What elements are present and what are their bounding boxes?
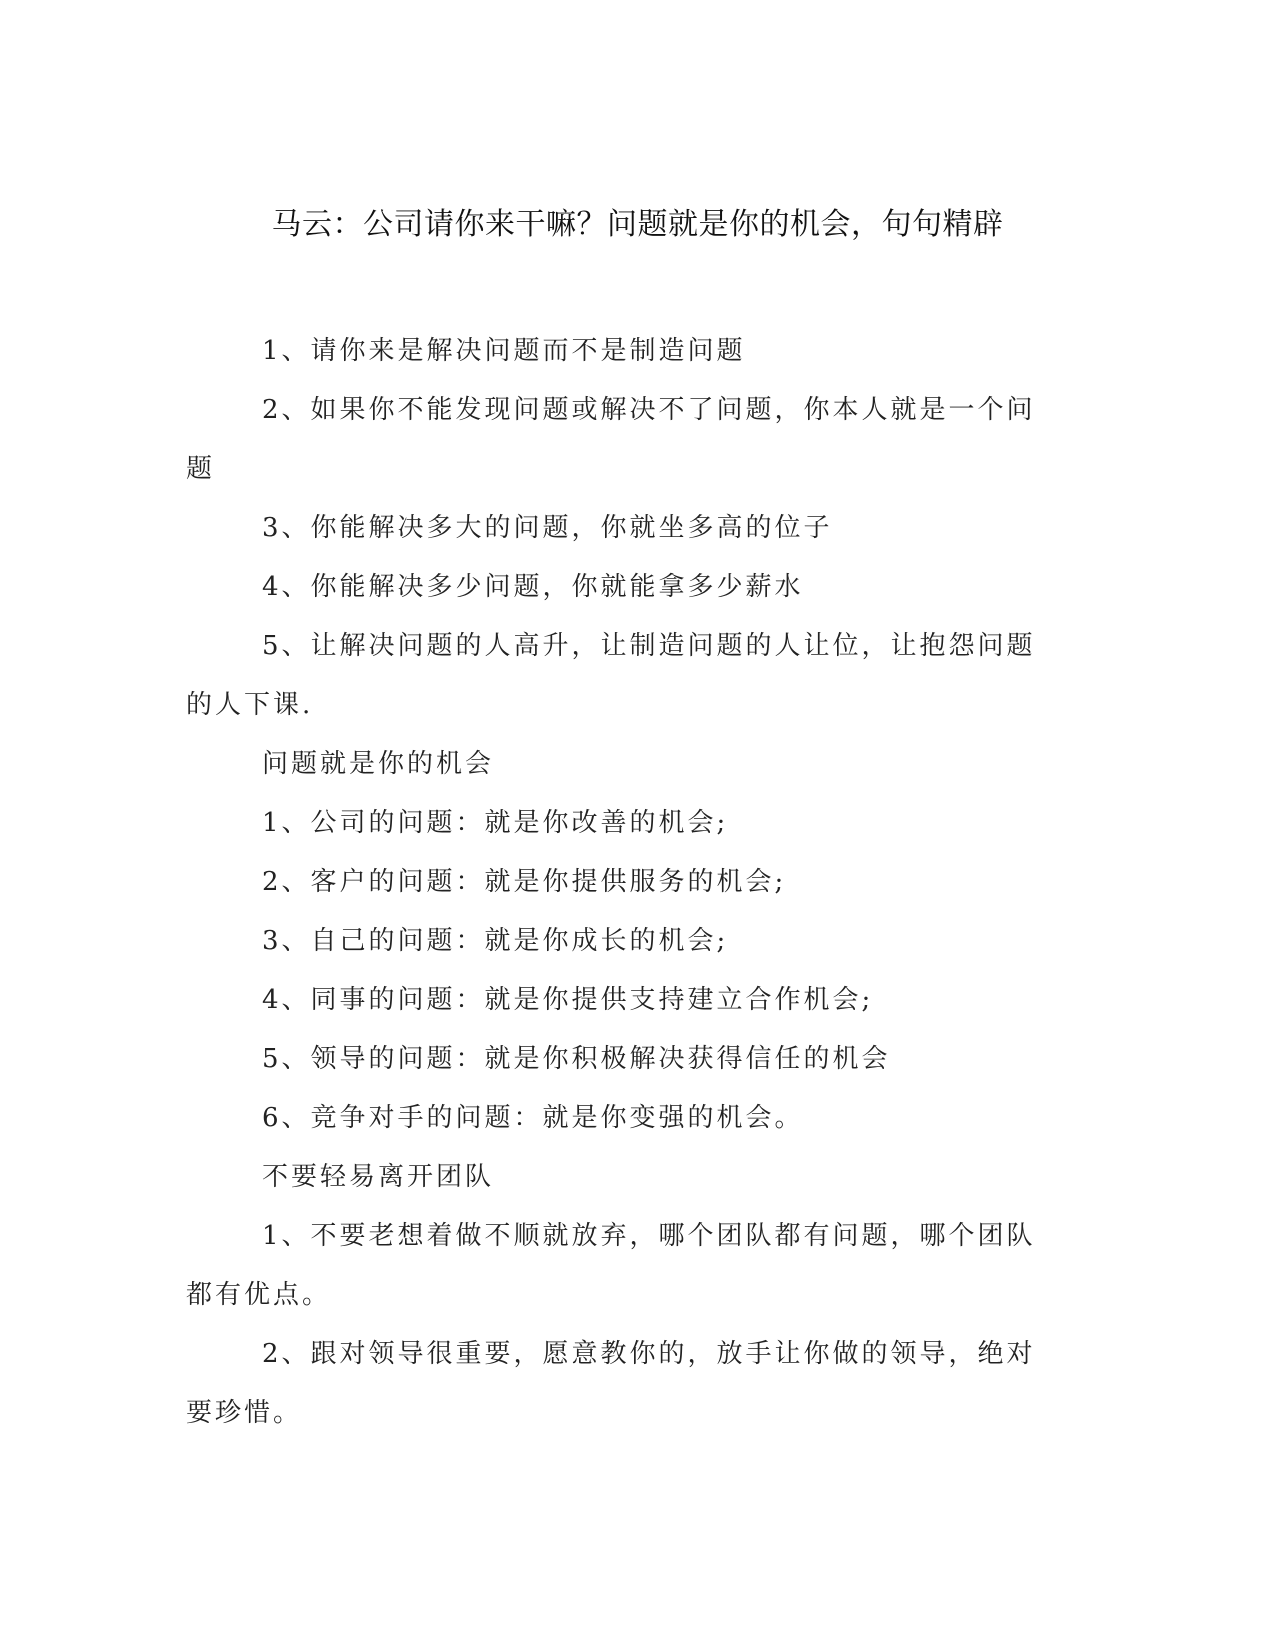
paragraph: 2、如果你不能发现问题或解决不了问题，你本人就是一个问题 <box>186 395 1036 484</box>
paragraph: 1、请你来是解决问题而不是制造问题 <box>262 336 746 366</box>
section-heading: 不要轻易离开团队 <box>262 1162 495 1192</box>
document-body <box>186 322 1061 1443</box>
paragraph: 3、自己的问题：就是你成长的机会; <box>262 926 729 956</box>
paragraph: 6、竞争对手的问题：就是你变强的机会。 <box>262 1103 804 1133</box>
paragraph: 4、你能解决多少问题，你就能拿多少薪水 <box>262 572 804 602</box>
paragraph: 3、你能解决多大的问题，你就坐多高的位子 <box>262 513 833 543</box>
paragraph: 5、领导的问题：就是你积极解决获得信任的机会 <box>262 1044 891 1074</box>
paragraph: 5、让解决问题的人高升，让制造问题的人让位，让抱怨问题的人下课. <box>186 631 1036 720</box>
paragraph: 4、同事的问题：就是你提供支持建立合作机会; <box>262 985 874 1015</box>
section-heading: 问题就是你的机会 <box>262 749 495 779</box>
paragraph: 2、跟对领导很重要，愿意教你的，放手让你做的领导，绝对要珍惜。 <box>186 1339 1036 1428</box>
paragraph: 1、不要老想着做不顺就放弃，哪个团队都有问题，哪个团队都有优点。 <box>186 1221 1036 1310</box>
paragraph: 2、客户的问题：就是你提供服务的机会; <box>262 867 787 897</box>
paragraph: 1、公司的问题：就是你改善的机会; <box>262 808 729 838</box>
document-title: 马云：公司请你来干嘛？问题就是你的机会，句句精辟 <box>271 207 1004 242</box>
